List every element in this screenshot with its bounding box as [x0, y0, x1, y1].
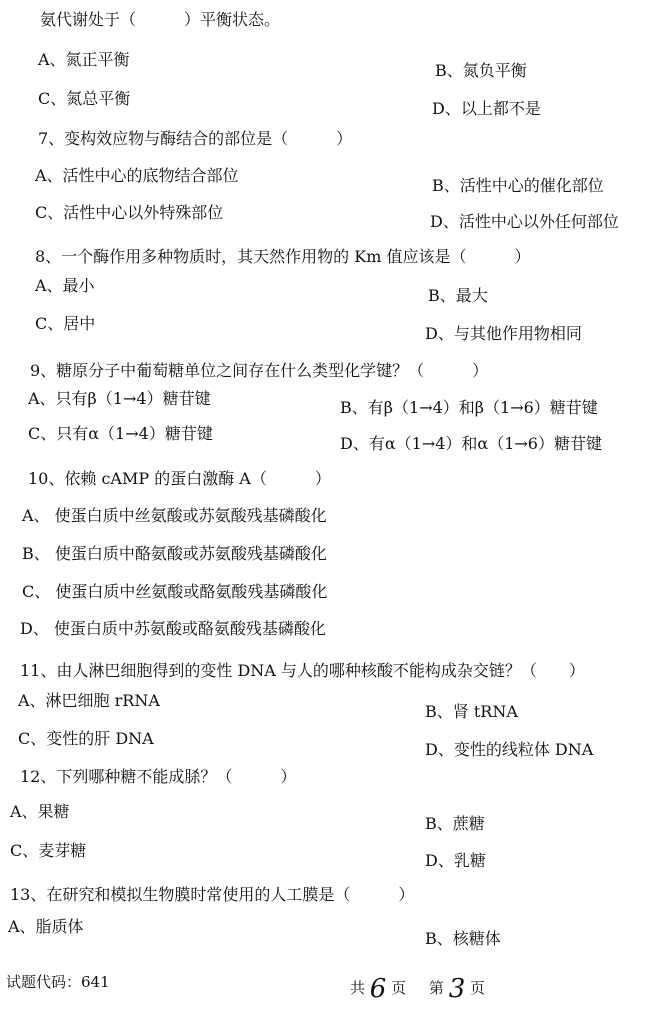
question-11-option-B: B、肾 tRNA: [425, 702, 518, 721]
question-10-option-C: C、 使蛋白质中丝氨酸或酪氨酸残基磷酸化: [22, 582, 328, 601]
question-9-option-D: D、有α（1→4）和α（1→6）糖苷键: [340, 434, 602, 453]
question-10-option-D: D、 使蛋白质中苏氨酸或酪氨酸残基磷酸化: [20, 619, 326, 638]
question-13-stem: 13、在研究和模拟生物膜时常使用的人工膜是（ ）: [10, 885, 415, 904]
question-9-option-A: A、只有β（1→4）糖苷键: [28, 389, 211, 408]
current-prefix: 第: [428, 979, 444, 997]
question-10-stem: 10、依赖 cAMP 的蛋白激酶 A（ ）: [28, 469, 331, 488]
question-10-option-A: A、 使蛋白质中丝氨酸或苏氨酸残基磷酸化: [22, 506, 327, 525]
question-11-option-C: C、变性的肝 DNA: [18, 729, 154, 748]
question-6-option-D: D、以上都不是: [432, 99, 541, 118]
question-11-stem: 11、由人淋巴细胞得到的变性 DNA 与人的哪种核酸不能构成杂交链？（ ）: [20, 661, 585, 680]
question-7-option-D: D、活性中心以外任何部位: [430, 212, 619, 231]
question-12-option-B: B、蔗糖: [425, 814, 485, 833]
question-6-option-B: B、氮负平衡: [435, 61, 527, 80]
question-6-stem: 氨代谢处于（ ）平衡状态。: [40, 10, 281, 29]
exam-code: 试题代码：641: [6, 973, 110, 991]
question-7-option-A: A、活性中心的底物结合部位: [35, 166, 239, 185]
question-8-option-A: A、最小: [35, 276, 95, 295]
question-6-option-C: C、氮总平衡: [38, 89, 131, 108]
page-word-2: 页: [470, 979, 486, 997]
question-7-option-C: C、活性中心以外特殊部位: [35, 203, 224, 222]
question-8-option-D: D、与其他作用物相同: [425, 324, 582, 343]
question-8-option-C: C、居中: [35, 314, 96, 333]
total-pages: 6: [369, 974, 387, 1004]
question-6-option-A: A、氮正平衡: [38, 50, 130, 69]
question-8-option-B: B、最大: [428, 286, 488, 305]
question-7-stem: 7、变构效应物与酶结合的部位是（ ）: [38, 129, 353, 148]
question-12-option-D: D、乳糖: [425, 851, 486, 870]
question-10-option-B: B、 使蛋白质中酪氨酸或苏氨酸残基磷酸化: [22, 544, 327, 563]
total-prefix: 共: [350, 979, 366, 997]
question-13-option-B: B、核糖体: [425, 929, 501, 948]
question-13-option-A: A、脂质体: [8, 917, 84, 936]
page-indicator: [350, 974, 485, 1004]
question-11-option-D: D、变性的线粒体 DNA: [425, 740, 594, 759]
question-12-option-A: A、果糖: [10, 802, 70, 821]
question-8-stem: 8、一个酶作用多种物质时，其天然作用物的 Km 值应该是（ ）: [35, 247, 531, 266]
question-7-option-B: B、活性中心的催化部位: [432, 176, 604, 195]
question-9-option-B: B、有β（1→4）和β（1→6）糖苷键: [340, 398, 598, 417]
question-9-option-C: C、只有α（1→4）糖苷键: [28, 424, 213, 443]
question-9-stem: 9、糖原分子中葡萄糖单位之间存在什么类型化学键？（ ）: [30, 361, 489, 380]
question-12-stem: 12、下列哪种糖不能成脎？（ ）: [20, 767, 297, 786]
current-page: 3: [448, 974, 466, 1004]
question-12-option-C: C、麦芽糖: [10, 841, 87, 860]
page-word: 页: [391, 979, 407, 997]
question-11-option-A: A、淋巴细胞 rRNA: [18, 691, 160, 710]
